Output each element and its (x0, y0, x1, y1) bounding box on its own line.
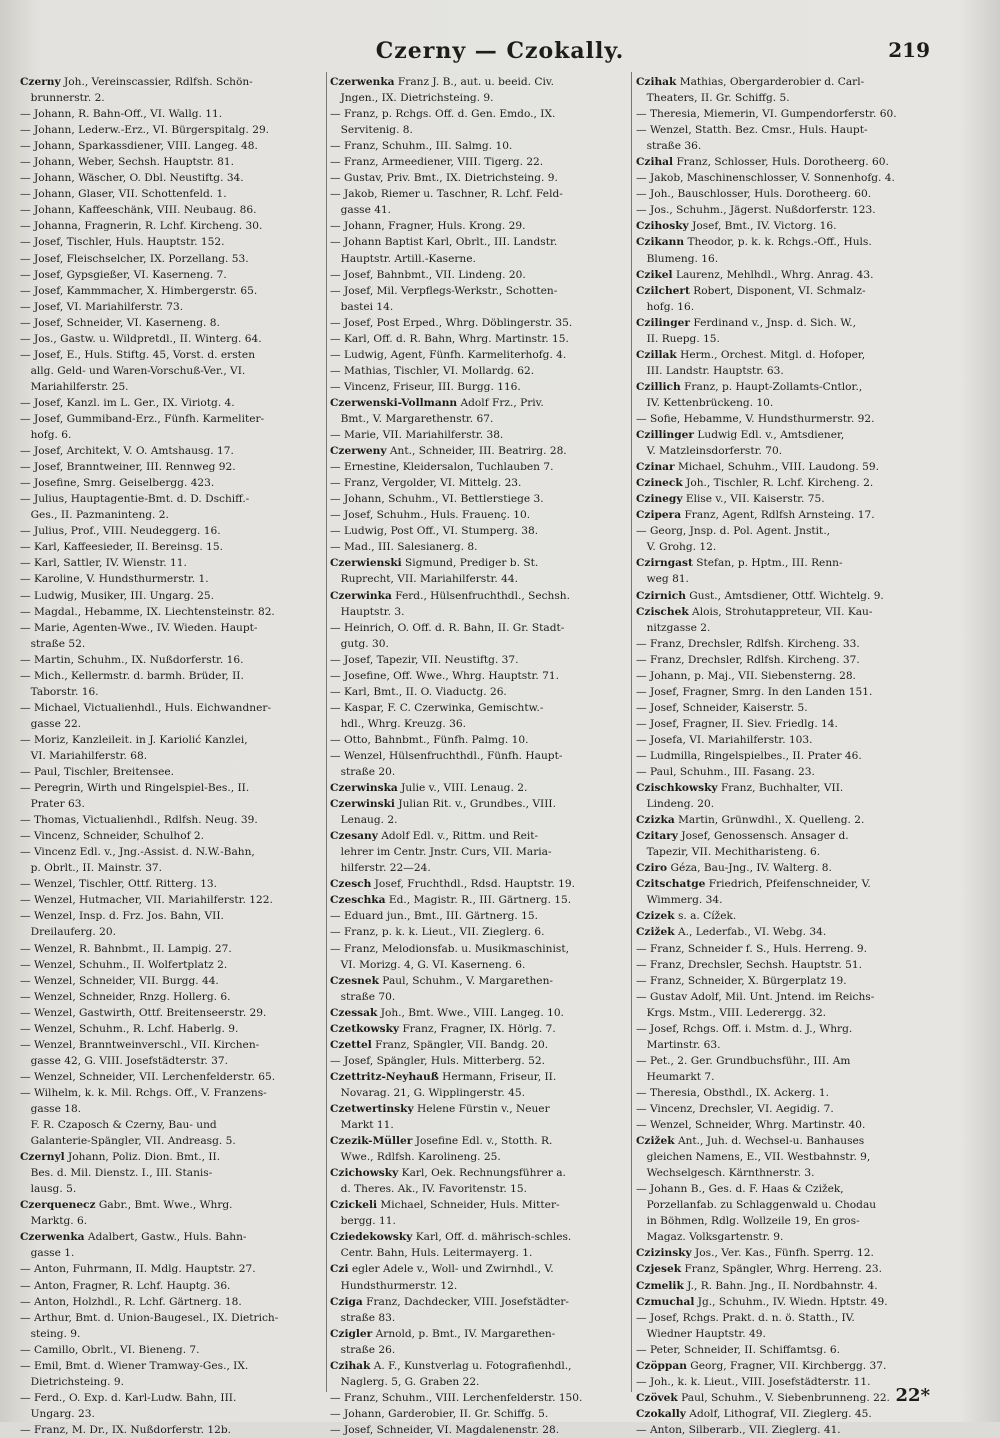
directory-line: gasse 41. (330, 204, 392, 217)
directory-line: — Joh., Bauschlosser, Huls. Dorotheerg. 60. (636, 188, 872, 201)
directory-line: Czesch Josef, Fruchthdl., Rdsd. Hauptstr. 19. (330, 878, 575, 891)
directory-line: Czipera Franz, Agent, Rdlfsh Arnsteing. 17. (636, 509, 875, 522)
directory-line: F. R. Czaposch & Czerny, Bau- und (20, 1119, 217, 1132)
directory-line: — Ludwig, Musiker, III. Ungarg. 25. (20, 589, 214, 602)
directory-line: gasse 42, G. VIII. Josefstädterstr. 37. (20, 1054, 228, 1067)
directory-line: Markt 11. (330, 1119, 394, 1132)
directory-line: Czetwertinsky Helene Fürstin v., Neuer (330, 1103, 550, 1115)
directory-line: — Franz, M. Dr., IX. Nußdorferstr. 12b. (20, 1423, 231, 1436)
directory-line: Czerny Joh., Vereinscassier, Rdlfsh. Schön- (20, 76, 253, 88)
directory-line: p. Obrlt., II. Mainstr. 37. (20, 862, 163, 875)
directory-line: — Gustav, Priv. Bmt., IX. Dietrichsteing. 9. (330, 172, 558, 185)
directory-line: — Josef, Post Erped., Whrg. Döblingerstr. 35. (330, 316, 573, 329)
directory-line: — Wenzel, Statth. Bez. Cmsr., Huls. Haupt- (636, 124, 868, 137)
directory-line: Czmuchal Jg., Schuhm., IV. Wiedn. Hptstr. 49. (636, 1295, 888, 1308)
directory-line: — Josefine, Smrg. Geiselbergg. 423. (20, 477, 215, 490)
directory-line: Wechselgesch. Kärnthnerstr. 3. (636, 1167, 815, 1180)
directory-line: brunnerstr. 2. (20, 92, 105, 105)
directory-line: — Johann, p. Maj., VII. Siebensterng. 28. (636, 669, 856, 682)
directory-line: — Josef, Schneider, VI. Kaserneng. 8. (20, 316, 220, 329)
directory-line: — Johann, Wäscher, O. Dbl. Neustiftg. 34. (20, 172, 244, 185)
directory-line: gleichen Namens, E., VII. Westbahnstr. 9, (636, 1151, 871, 1164)
directory-line: Ruprecht, VII. Mariahilferstr. 44. (330, 573, 518, 586)
directory-line: Wimmerg. 34. (636, 894, 723, 907)
directory-line: — Mad., III. Salesianerg. 8. (330, 541, 478, 554)
directory-line: — Josef, Tischler, Huls. Hauptstr. 152. (20, 236, 225, 249)
directory-line: Czihosky Josef, Bmt., IV. Victorg. 16. (636, 220, 837, 233)
directory-line: Czettritz-Neyhauß Hermann, Friseur, II. (330, 1070, 557, 1083)
directory-line: — Mich., Kellermstr. d. barmh. Brüder, II. (20, 669, 244, 682)
directory-line: III. Landstr. Hauptstr. 63. (636, 364, 784, 377)
directory-line: — Johann, Kaffeeschänk, VIII. Neubaug. 86. (20, 204, 257, 217)
directory-line: Galanterie-Spängler, VII. Andreasg. 5. (20, 1135, 236, 1148)
directory-line: — Wenzel, Schneider, VII. Burgg. 44. (20, 974, 219, 987)
directory-line: bergg. 11. (330, 1215, 396, 1228)
directory-line: — Josef, Fleischselcher, IX. Porzellang. 53. (20, 252, 249, 265)
directory-line: Servitenig. 8. (330, 124, 413, 137)
directory-line: Czillak Herm., Orchest. Mitgl. d. Hofoper, (636, 348, 866, 361)
directory-line: Czillinger Ludwig Edl. v., Amtsdiener, (636, 429, 845, 442)
directory-line: — Karl, Bmt., II. O. Viaductg. 26. (330, 685, 507, 698)
directory-line: Wwe., Rdlfsh. Karolineng. 25. (330, 1151, 501, 1164)
directory-line: Czessak Joh., Bmt. Wwe., VIII. Langeg. 10. (330, 1006, 564, 1019)
directory-line: — Vincenz Edl. v., Jng.-Assist. d. N.W.-Bahn, (20, 846, 255, 859)
directory-line: Hauptstr. Artill.-Kaserne. (330, 252, 476, 265)
directory-line: Ges., II. Pazmaninteng. 2. (20, 509, 169, 522)
directory-line: — Josef, Gypsgießer, VI. Kaserneng. 7. (20, 268, 227, 281)
directory-line: Czilchert Robert, Disponent, VI. Schmalz- (636, 284, 866, 297)
directory-line: — Ernestine, Kleidersalon, Tuchlauben 7. (330, 461, 554, 474)
directory-line: Czesnek Paul, Schuhm., V. Margarethen- (330, 974, 553, 987)
directory-line: Tapezir, VII. Mechitharisteng. 6. (636, 846, 821, 859)
directory-line: Czineck Joh., Tischler, R. Lchf. Kircheng. 2. (636, 477, 874, 490)
directory-line: Jngen., IX. Dietrichsteing. 9. (330, 92, 494, 105)
directory-line: Hundsthurmerstr. 12. (330, 1279, 458, 1292)
directory-line: gutg. 30. (330, 637, 389, 650)
directory-line: — Johann, Lederw.-Erz., VI. Bürgerspitalg. 29. (20, 124, 270, 137)
directory-line: Czerwinski Julian Rit. v., Grundbes., VIII. (330, 798, 556, 811)
directory-line: Theaters, II. Gr. Schiffg. 5. (636, 92, 790, 105)
directory-line: — Martin, Schuhm., IX. Nußdorferstr. 16. (20, 653, 244, 666)
directory-line: — Franz, Armeediener, VIII. Tigerg. 22. (330, 156, 544, 169)
directory-line: Czinar Michael, Schuhm., VIII. Laudong. 59. (636, 461, 879, 474)
directory-line: — Franz, Schneider, X. Bürgerplatz 19. (636, 974, 847, 987)
directory-line: — Franz, Schneider f. S., Huls. Herreng. 9. (636, 942, 868, 955)
directory-line: — Heinrich, O. Off. d. R. Bahn, II. Gr. Stadt- (330, 621, 565, 634)
directory-line: Czizka Martin, Grünwdhl., X. Quelleng. 2. (636, 814, 865, 827)
directory-line: — Vincenz, Friseur, III. Burgg. 116. (330, 380, 521, 393)
directory-line: — Marie, VII. Mariahilferstr. 38. (330, 429, 504, 442)
directory-line: II. Ruepg. 15. (636, 332, 720, 345)
directory-line: hilferstr. 22—24. (330, 862, 431, 875)
directory-line: — Johann, Fragner, Huls. Krong. 29. (330, 220, 526, 233)
directory-line: Czichowsky Karl, Oek. Rechnungsführer a. (330, 1167, 566, 1180)
directory-line: V. Matzleinsdorferstr. 70. (636, 445, 783, 458)
directory-line: straße 20. (330, 766, 396, 779)
directory-line: Czöppan Georg, Fragner, VII. Kirchbergg. 37. (636, 1359, 887, 1372)
directory-line: straße 83. (330, 1311, 396, 1324)
directory-line: — Georg, Jnsp. d. Pol. Agent. Jnstit., (636, 525, 831, 538)
directory-line: Blumeng. 16. (636, 252, 719, 265)
directory-line: Lenaug. 2. (330, 814, 398, 827)
directory-line: Bmt., V. Margarethenstr. 67. (330, 412, 494, 425)
directory-line: Czirngast Stefan, p. Hptm., III. Renn- (636, 557, 843, 570)
directory-line: — Karl, Kaffeesieder, II. Bereinsg. 15. (20, 541, 223, 554)
directory-line: — Mathias, Tischler, VI. Mollardg. 62. (330, 364, 535, 377)
directory-line: Czettel Franz, Spängler, VII. Bandg. 20. (330, 1038, 549, 1051)
directory-line: Cziro Géza, Bau-Jng., IV. Walterg. 8. (636, 862, 832, 875)
directory-line: Porzellanfab. zu Schlaggenwald u. Chodau (636, 1199, 877, 1212)
directory-line: — Thomas, Victualienhdl., Rdlfsh. Neug. 39. (20, 814, 258, 827)
directory-line: — Wenzel, Branntweinverschl., VII. Kirchen- (20, 1038, 260, 1051)
directory-line: — Johann Baptist Karl, Obrlt., III. Landstr. (330, 236, 558, 249)
directory-line: Dreilauferg. 20. (20, 926, 116, 939)
column-right (636, 74, 936, 1436)
directory-line: Czerwenka Franz J. B., aut. u. beeid. Civ. (330, 76, 554, 88)
directory-line: — Ludwig, Post Off., VI. Stumperg. 38. (330, 525, 539, 538)
directory-line: — Ludwig, Agent, Fünfh. Karmeliterhofg. 4. (330, 348, 567, 361)
directory-line: — Marie, Agenten-Wwe., IV. Wieden. Haupt- (20, 621, 258, 634)
directory-line: Czeschka Ed., Magistr. R., III. Gärtnerg. 15. (330, 894, 572, 907)
directory-line: straße 26. (330, 1343, 396, 1356)
directory-line: — Josef, Schneider, VI. Magdalenenstr. 28. (330, 1423, 560, 1436)
directory-line: lausg. 5. (20, 1183, 77, 1196)
directory-line: — Jos., Gastw. u. Wildpretdl., II. Winterg. 64. (20, 332, 262, 345)
directory-line: Martinstr. 63. (636, 1038, 721, 1051)
directory-line: Czižek A., Lederfab., VI. Webg. 34. (636, 926, 827, 939)
directory-line: — Karoline, V. Hundsthurmerstr. 1. (20, 573, 209, 586)
directory-line: — Emil, Bmt. d. Wiener Tramway-Ges., IX. (20, 1359, 249, 1372)
directory-line: Czitary Josef, Genossensch. Ansager d. (636, 830, 849, 843)
directory-line: d. Theres. Ak., IV. Favoritenstr. 15. (330, 1183, 527, 1196)
signature-mark: 22* (895, 1385, 930, 1406)
directory-line: Czetkowsky Franz, Fragner, IX. Hörlg. 7. (330, 1022, 556, 1035)
directory-line: — Josef, Schuhm., Huls. Frauenç. 10. (330, 509, 531, 522)
directory-line: — Ferd., O. Exp. d. Karl-Ludw. Bahn, III. (20, 1391, 237, 1404)
directory-line: — Ludmilla, Ringelspielbes., II. Prater 46. (636, 749, 862, 762)
directory-line: Wiedner Hauptstr. 49. (636, 1327, 766, 1340)
page-header (0, 38, 1000, 68)
directory-line: — Julius, Hauptagentie-Bmt. d. D. Dschiff.- (20, 493, 250, 506)
directory-line: Czerwinka Ferd., Hülsenfruchthdl., Sechsh. (330, 589, 570, 602)
directory-line: hdl., Whrg. Kreuzg. 36. (330, 717, 466, 730)
directory-line: — Franz, p. k. k. Lieut., VII. Zieglerg. 6. (330, 926, 545, 939)
column-left (20, 74, 320, 1436)
directory-line: IV. Kettenbrückeng. 10. (636, 396, 774, 409)
directory-line: — Josef, Bahnbmt., VII. Lindeng. 20. (330, 268, 526, 281)
directory-line: — Anton, Fragner, R. Lchf. Hauptg. 36. (20, 1279, 231, 1292)
directory-line: Czerwienski Sigmund, Prediger b. St. (330, 557, 539, 570)
directory-columns (20, 74, 932, 1436)
directory-line: bastei 14. (330, 300, 394, 313)
directory-line: weg 81. (636, 573, 689, 586)
directory-line: — Vincenz, Drechsler, VI. Aegidig. 7. (636, 1103, 834, 1115)
directory-line: — Josef, Architekt, V. O. Amtshausg. 17. (20, 445, 234, 458)
directory-line: Czokally Adolf, Lithograf, VII. Zieglerg. 45. (636, 1407, 872, 1420)
directory-line: — Peregrin, Wirth und Ringelspiel-Bes., II. (20, 782, 250, 795)
directory-line: gasse 1. (20, 1247, 75, 1260)
directory-line: — Johann, Garderobier, II. Gr. Schiffg. 5. (330, 1407, 549, 1420)
directory-line: — Wenzel, Insp. d. Frz. Jos. Bahn, VII. (20, 910, 224, 923)
directory-line: Dietrichsteing. 9. (20, 1375, 125, 1388)
directory-line: Hauptstr. 3. (330, 605, 405, 618)
directory-line: — Johann, Sparkassdiener, VIII. Langeg. 48. (20, 140, 258, 153)
directory-line: — Wenzel, Hülsenfruchthdl., Fünfh. Haupt- (330, 749, 563, 762)
directory-line: — Pet., 2. Ger. Grundbuchsführ., III. Am (636, 1054, 851, 1067)
directory-line: — Wenzel, Gastwirth, Ottf. Breitenseerstr. 29. (20, 1006, 267, 1019)
directory-line: in Böhmen, Rdlg. Wollzeile 19, En gros- (636, 1215, 860, 1228)
running-head: Czerny — Czokally. (375, 38, 625, 64)
directory-line: — Paul, Schuhm., III. Fasang. 23. (636, 766, 815, 779)
directory-line: — Josefa, VI. Mariahilferstr. 103. (636, 733, 813, 746)
directory-line: — Wenzel, R. Bahnbmt., II. Lampig. 27. (20, 942, 232, 955)
directory-line: — Johann, Weber, Sechsh. Hauptstr. 81. (20, 156, 234, 169)
directory-line: — Josef, Rchgs. Prakt. d. n. ö. Statth., IV. (636, 1311, 855, 1324)
directory-line: — Johann, Schuhm., VI. Bettlerstiege 3. (330, 493, 544, 506)
directory-line: gasse 22. (20, 717, 82, 730)
directory-line: Czickeli Michael, Schneider, Huls. Mitter- (330, 1199, 560, 1212)
directory-line: — Josef, Mil. Verpflegs-Werkstr., Schotten- (330, 284, 558, 297)
directory-line: — Wenzel, Schneider, Whrg. Martinstr. 40. (636, 1119, 866, 1132)
directory-line: Czövek Paul, Schuhm., V. Siebenbrunneng. 22. (636, 1391, 890, 1404)
directory-line: Magaz. Volksgartenstr. 9. (636, 1231, 784, 1244)
directory-line: — Michael, Victualienhdl., Huls. Eichwandner- (20, 701, 272, 714)
directory-line: — Wenzel, Schneider, Rnzg. Hollerg. 6. (20, 990, 231, 1003)
directory-line: — Franz, Melodionsfab. u. Musikmaschinist, (330, 942, 569, 955)
directory-line: Czezik-Müller Josefine Edl. v., Stotth. R. (330, 1135, 553, 1148)
directory-line: Czižek Ant., Juh. d. Wechsel-u. Banhauses (636, 1135, 865, 1148)
directory-line: — Johann, R. Bahn-Off., VI. Wallg. 11. (20, 108, 223, 121)
directory-line: — Gustav Adolf, Mil. Unt. Jntend. im Reichs- (636, 990, 875, 1003)
directory-line: straße 36. (636, 140, 702, 153)
directory-line: — Vincenz, Schneider, Schulhof 2. (20, 830, 204, 843)
directory-line: Ungarg. 23. (20, 1407, 95, 1420)
directory-line: Czihak A. F., Kunstverlag u. Fotografienhdl., (330, 1359, 572, 1372)
directory-line: allg. Geld- und Waren-Vorschuß-Ver., VI. (20, 364, 246, 377)
directory-line: Czirnich Gust., Amtsdiener, Ottf. Wichtelg. 9. (636, 589, 884, 602)
directory-line: straße 52. (20, 637, 86, 650)
directory-line: — Josef, Kanzl. im L. Ger., IX. Viriotg. 4. (20, 396, 235, 409)
directory-line: V. Grohg. 12. (636, 541, 717, 554)
directory-line: — Josefine, Off. Wwe., Whrg. Hauptstr. 71. (330, 669, 559, 682)
directory-line: straße 70. (330, 990, 396, 1003)
directory-line: — Julius, Prof., VIII. Neudeggerg. 16. (20, 525, 221, 538)
directory-line: Prater 63. (20, 798, 85, 811)
directory-line: Naglerg. 5, G. Graben 22. (330, 1375, 480, 1388)
directory-line: — Anton, Holzhdl., R. Lchf. Gärtnerg. 18. (20, 1295, 242, 1308)
directory-line: — Franz, Schuhm., III. Salmg. 10. (330, 140, 513, 153)
directory-line: — Arthur, Bmt. d. Union-Baugesel., IX. Dietrich- (20, 1311, 279, 1324)
directory-line: — Theresia, Obsthdl., IX. Ackerg. 1. (636, 1086, 830, 1099)
directory-line: Czizinsky Jos., Ver. Kas., Fünfh. Sperrg. 12. (636, 1247, 874, 1260)
directory-line: — Karl, Off. d. R. Bahn, Whrg. Martinstr. 15. (330, 332, 569, 345)
directory-line: Cziga Franz, Dachdecker, VIII. Josefstädter- (330, 1295, 570, 1308)
directory-line: Czikel Laurenz, Mehlhdl., Whrg. Anrag. 43. (636, 268, 874, 281)
directory-line: VI. Morizg. 4, G. VI. Kaserneng. 6. (330, 958, 526, 971)
directory-line: — Johann B., Ges. d. F. Haas & Czižek, (636, 1183, 844, 1196)
directory-line: Cziedekowsky Karl, Off. d. mährisch-schles. (330, 1231, 572, 1244)
directory-line: — Johanna, Fragnerin, R. Lchf. Kircheng. 30. (20, 220, 263, 233)
directory-line: Czikann Theodor, p. k. k. Rchgs.-Off., Huls. (636, 236, 872, 249)
directory-line: Czerquenecz Gabr., Bmt. Wwe., Whrg. (20, 1199, 233, 1212)
directory-line: Heumarkt 7. (636, 1070, 715, 1083)
directory-line: Novarag. 21, G. Wipplingerstr. 45. (330, 1086, 526, 1099)
directory-line: — Wenzel, Tischler, Ottf. Ritterg. 13. (20, 878, 218, 891)
directory-line: — Franz, Vergolder, VI. Mittelg. 23. (330, 477, 522, 490)
directory-line: — Joh., k. k. Lieut., VIII. Josefstädterstr. 11. (636, 1375, 871, 1388)
directory-line: Czerwinska Julie v., VIII. Lenaug. 2. (330, 782, 528, 795)
directory-line: Mariahilferstr. 25. (20, 380, 129, 393)
directory-line: Bes. d. Mil. Dienstz. I., III. Stanis- (20, 1167, 213, 1180)
directory-line: — Kaspar, F. C. Czerwinka, Gemischtw.- (330, 701, 544, 714)
directory-line: — Johann, Glaser, VII. Schottenfeld. 1. (20, 188, 227, 201)
directory-line: nitzgasse 2. (636, 621, 711, 634)
directory-line: — Josef, Gummiband-Erz., Fünfh. Karmeliter- (20, 412, 265, 425)
directory-line: — Wenzel, Schuhm., II. Wolfertplatz 2. (20, 958, 228, 971)
directory-line: — Josef, Tapezir, VII. Neustiftg. 37. (330, 653, 519, 666)
directory-line: Czihal Franz, Schlosser, Huls. Dorotheerg. 60. (636, 156, 889, 169)
directory-line: Czerweny Ant., Schneider, III. Beatrirg. 28. (330, 445, 567, 458)
directory-line: Czerwenka Adalbert, Gastw., Huls. Bahn- (20, 1231, 247, 1244)
directory-line: Czinegy Elise v., VII. Kaiserstr. 75. (636, 493, 825, 506)
directory-line: — Josef, VI. Mariahilferstr. 73. (20, 300, 184, 313)
directory-line: hofg. 16. (636, 300, 695, 313)
directory-line: Czilinger Ferdinand v., Jnsp. d. Sich. W., (636, 316, 856, 329)
directory-line: — Wenzel, Schuhm., R. Lchf. Haberlg. 9. (20, 1022, 239, 1035)
directory-line: — Josef, E., Huls. Stiftg. 45, Vorst. d. ersten (20, 348, 256, 361)
directory-line: Lindeng. 20. (636, 798, 715, 811)
directory-line: Czischek Alois, Strohutappreteur, VII. Kau- (636, 605, 873, 618)
directory-line: — Otto, Bahnbmt., Fünfh. Palmg. 10. (330, 733, 529, 746)
directory-line: Centr. Bahn, Huls. Leitermayerg. 1. (330, 1247, 533, 1260)
directory-line: — Wilhelm, k. k. Mil. Rchgs. Off., V. Franzens- (20, 1086, 267, 1099)
directory-line: — Josef, Spängler, Huls. Mitterberg. 52. (330, 1054, 546, 1067)
directory-line: — Franz, p. Rchgs. Off. d. Gen. Emdo., IX. (330, 108, 556, 121)
directory-line: — Wenzel, Hutmacher, VII. Mariahilferstr. 122. (20, 894, 273, 907)
directory-line: — Paul, Tischler, Breitensee. (20, 766, 175, 779)
directory-line: — Franz, Drechsler, Rdlfsh. Kircheng. 33. (636, 637, 860, 650)
directory-line: Marktg. 6. (20, 1215, 88, 1228)
directory-line: Czernyl Johann, Poliz. Dion. Bmt., II. (20, 1151, 221, 1164)
directory-line: — Jos., Schuhm., Jägerst. Nußdorferstr. 123. (636, 204, 876, 217)
directory-line: — Jakob, Maschinenschlosser, V. Sonnenhofg. 4. (636, 172, 895, 185)
page-number: 219 (888, 38, 930, 62)
column-middle (330, 74, 630, 1436)
directory-line: Czjesek Franz, Spängler, Whrg. Herreng. 23. (636, 1263, 882, 1276)
directory-line: — Karl, Sattler, IV. Wienstr. 11. (20, 557, 187, 570)
directory-line: — Josef, Fragner, II. Siev. Friedlg. 14. (636, 717, 838, 730)
directory-line: Czmelik J., R. Bahn. Jng., II. Nordbahnstr. 4. (636, 1279, 878, 1292)
directory-line: Czillich Franz, p. Haupt-Zollamts-Cntlor., (636, 380, 863, 393)
directory-line: VI. Mariahilferstr. 68. (20, 749, 148, 762)
directory-line: hofg. 6. (20, 429, 72, 442)
directory-line: — Camillo, Obrlt., VI. Bieneng. 7. (20, 1343, 200, 1356)
directory-line: Taborstr. 16. (20, 685, 99, 698)
directory-line: Czesany Adolf Edl. v., Rittm. und Reit- (330, 830, 539, 843)
directory-line: — Moriz, Kanzleileit. in J. Kariolić Kanzlei, (20, 733, 248, 746)
directory-line: — Eduard jun., Bmt., III. Gärtnerg. 15. (330, 910, 538, 923)
directory-line: — Peter, Schneider, II. Schiffamtsg. 6. (636, 1343, 840, 1356)
directory-line: Czitschatge Friedrich, Pfeifenschneider, V. (636, 878, 871, 891)
directory-line: — Anton, Fuhrmann, II. Mdlg. Hauptstr. 27. (20, 1263, 256, 1276)
directory-line: — Franz, Schuhm., VIII. Lerchenfelderstr. 150. (330, 1391, 583, 1404)
directory-line: — Anton, Silberarb., VII. Zieglerg. 41. (636, 1423, 841, 1436)
directory-line: — Magdal., Hebamme, IX. Liechtensteinstr. 82. (20, 605, 275, 618)
directory-line: — Josef, Schneider, Kaiserstr. 5. (636, 701, 808, 714)
directory-line: Czigler Arnold, p. Bmt., IV. Margarethen- (330, 1327, 556, 1340)
directory-line: — Theresia, Miemerin, VI. Gumpendorferstr. 60. (636, 108, 897, 121)
directory-line: — Jakob, Riemer u. Taschner, R. Lchf. Feld- (330, 188, 563, 201)
directory-line: Czi egler Adele v., Woll- und Zwirnhdl., V. (330, 1263, 554, 1276)
directory-line: Czizek s. a. Cížek. (636, 910, 737, 923)
directory-line: Czischkowsky Franz, Buchhalter, VII. (636, 782, 844, 795)
directory-line: — Josef, Branntweiner, III. Rennweg 92. (20, 461, 236, 474)
directory-line: Krgs. Mstm., VIII. Lederergg. 32. (636, 1006, 827, 1019)
directory-line: Czihak Mathias, Obergarderobier d. Carl- (636, 76, 865, 88)
directory-line: — Josef, Fragner, Smrg. In den Landen 151. (636, 685, 873, 698)
directory-line: steing. 9. (20, 1327, 81, 1340)
directory-line: lehrer im Centr. Jnstr. Curs, VII. Maria- (330, 846, 552, 859)
directory-line: gasse 18. (20, 1103, 82, 1115)
directory-line: — Franz, Drechsler, Sechsh. Hauptstr. 51. (636, 958, 863, 971)
directory-line: — Josef, Rchgs. Off. i. Mstm. d. J., Whrg. (636, 1022, 853, 1035)
directory-line: — Sofie, Hebamme, V. Hundsthurmerstr. 92. (636, 412, 875, 425)
directory-line: — Franz, Drechsler, Rdlfsh. Kircheng. 37. (636, 653, 860, 666)
directory-line: Czerwenski-Vollmann Adolf Frz., Priv. (330, 396, 544, 409)
directory-line: — Josef, Kammmacher, X. Himbergerstr. 65. (20, 284, 258, 297)
directory-line: — Wenzel, Schneider, VII. Lerchenfelderstr. 65. (20, 1070, 276, 1083)
